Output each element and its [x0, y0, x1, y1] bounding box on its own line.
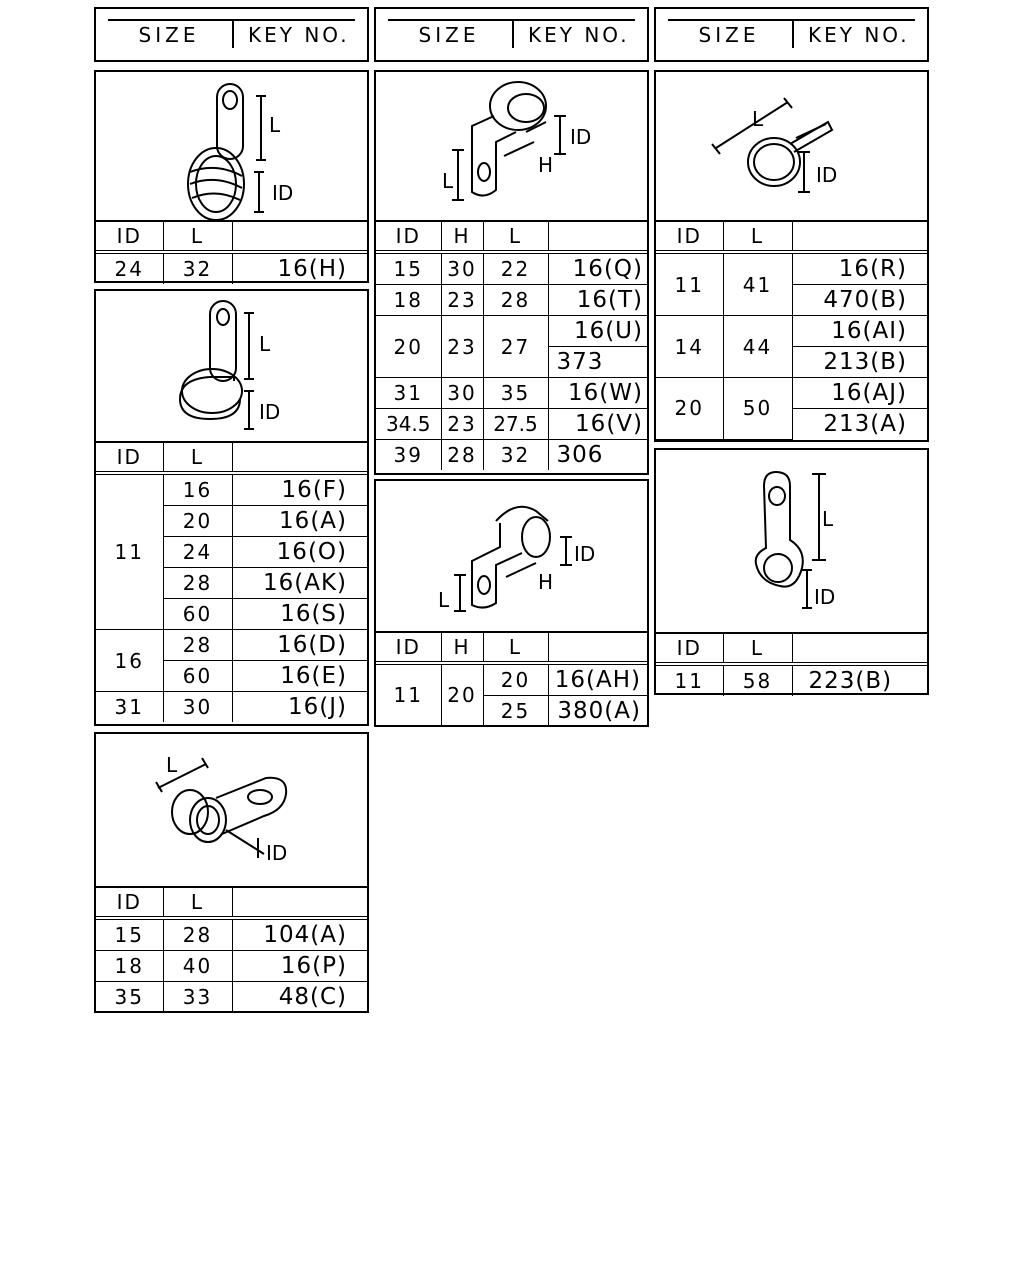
table-header-row [96, 221, 367, 252]
header-col1 [94, 7, 369, 62]
double-loop-clamp-diagram [96, 734, 367, 888]
p-clip-diagram [656, 450, 927, 632]
key-cell: 16(AH) [548, 663, 647, 696]
id-cell: 18 [376, 285, 441, 316]
l-cell: 35 [483, 378, 548, 409]
table-row [376, 663, 647, 696]
header-col2 [374, 7, 649, 62]
table-header-row [656, 221, 927, 252]
table-row [96, 918, 367, 951]
id-cell: 18 [96, 951, 163, 982]
l-cell: 40 [163, 951, 232, 982]
id-cell: 11 [656, 252, 723, 316]
h-cell: 23 [441, 409, 483, 440]
dim-l-label: L [269, 113, 281, 137]
clamp-panel-double-loop [94, 732, 369, 1013]
key-cell: 16(J) [232, 692, 367, 723]
key-cell: 16(E) [232, 661, 367, 692]
id-cell: 20 [656, 378, 723, 440]
dim-id-label: ID [259, 400, 281, 424]
key-cell: 16(AI) [792, 316, 927, 347]
id-cell: 34.5 [376, 409, 441, 440]
id-cell: 14 [656, 316, 723, 378]
key-cell: 16(V) [548, 409, 647, 440]
l-cell: 33 [163, 982, 232, 1013]
size-table [376, 220, 647, 470]
l-cell: 58 [723, 664, 792, 696]
l-cell: 24 [163, 537, 232, 568]
id-cell: 15 [96, 918, 163, 951]
col-key-header [792, 221, 927, 252]
clamp-panel-ring [654, 70, 929, 442]
id-cell: 11 [376, 663, 441, 726]
clamp-panel-p-clip [654, 448, 929, 695]
h-cell: 23 [441, 316, 483, 378]
col-l-header: L [723, 221, 792, 252]
key-cell: 16(AJ) [792, 378, 927, 409]
col-key-header [232, 442, 367, 473]
dim-id-label: ID [272, 181, 294, 205]
table-row [96, 951, 367, 982]
key-cell: 16(O) [232, 537, 367, 568]
table-row [376, 285, 647, 316]
clamp-panel-saddle [374, 70, 649, 475]
id-cell: 15 [376, 252, 441, 285]
key-cell: 223(B) [792, 664, 927, 696]
key-cell: 16(R) [792, 252, 927, 285]
size-table [96, 886, 367, 1012]
l-cell: 44 [723, 316, 792, 378]
size-table [376, 631, 647, 727]
col-id-header: ID [376, 632, 441, 663]
clamp-panel-saddle-2 [374, 479, 649, 727]
table-row [376, 316, 647, 347]
key-no-label: KEY NO. [248, 23, 350, 47]
key-cell: 380(A) [548, 696, 647, 727]
key-cell: 213(A) [792, 409, 927, 440]
h-cell: 23 [441, 285, 483, 316]
col-id-header: ID [96, 887, 163, 918]
key-cell: 16(AK) [232, 568, 367, 599]
l-cell: 50 [723, 378, 792, 440]
col-l-header: L [163, 221, 232, 252]
l-cell: 22 [483, 252, 548, 285]
l-cell: 32 [163, 252, 232, 284]
dim-l-label: L [752, 107, 764, 131]
size-table [96, 441, 367, 722]
table-header-row [376, 221, 647, 252]
l-cell: 28 [163, 630, 232, 661]
l-cell: 20 [163, 506, 232, 537]
size-label: SIZE [138, 23, 200, 47]
ring-clamp-diagram [656, 72, 927, 222]
l-cell: 27 [483, 316, 548, 378]
l-cell: 28 [163, 918, 232, 951]
key-cell: 16(F) [232, 473, 367, 506]
table-row [656, 378, 927, 409]
col-l-header: L [483, 221, 548, 252]
table-row [376, 440, 647, 471]
table-row [376, 252, 647, 285]
col-key-header [232, 887, 367, 918]
coil-clamp-diagram [96, 72, 367, 222]
dim-id-label: ID [266, 841, 288, 865]
col-id-header: ID [376, 221, 441, 252]
l-cell: 30 [163, 692, 232, 723]
key-cell: 16(W) [548, 378, 647, 409]
table-row [376, 409, 647, 440]
col-id-header: ID [96, 221, 163, 252]
key-no-label: KEY NO. [808, 23, 910, 47]
id-cell: 35 [96, 982, 163, 1013]
clamp-panel-coil [94, 70, 369, 283]
clamp-panel-loop [94, 289, 369, 726]
key-cell: 16(Q) [548, 252, 647, 285]
key-cell: 470(B) [792, 285, 927, 316]
h-cell: 28 [441, 440, 483, 471]
key-cell: 104(A) [232, 918, 367, 951]
col-h-header: H [441, 221, 483, 252]
dim-h-label: H [538, 153, 554, 177]
l-cell: 28 [163, 568, 232, 599]
table-header-row [656, 633, 927, 664]
key-no-label: KEY NO. [528, 23, 630, 47]
table-row [96, 473, 367, 506]
id-cell: 16 [96, 630, 163, 692]
key-cell: 16(S) [232, 599, 367, 630]
key-cell: 16(D) [232, 630, 367, 661]
id-cell: 31 [96, 692, 163, 723]
col-id-header: ID [656, 221, 723, 252]
l-cell: 41 [723, 252, 792, 316]
table-row [656, 664, 927, 696]
size-table [656, 632, 927, 696]
table-header-row [376, 632, 647, 663]
col-l-header: L [163, 442, 232, 473]
h-cell: 20 [441, 663, 483, 726]
l-cell: 60 [163, 599, 232, 630]
dim-l-label: L [822, 507, 834, 531]
size-label: SIZE [698, 23, 760, 47]
dim-h-label: H [538, 570, 554, 594]
saddle-clamp-diagram-2 [376, 481, 647, 633]
table-row [96, 630, 367, 661]
size-label: SIZE [418, 23, 480, 47]
key-cell: 373 [548, 347, 647, 378]
table-header-row [96, 442, 367, 473]
id-cell: 39 [376, 440, 441, 471]
dim-l-label: L [259, 332, 271, 356]
table-row [96, 692, 367, 723]
table-row [656, 252, 927, 285]
table-header-row [96, 887, 367, 918]
dim-id-label: ID [814, 585, 836, 609]
l-cell: 27.5 [483, 409, 548, 440]
dim-id-label: ID [574, 542, 596, 566]
col-key-header [232, 221, 367, 252]
col-h-header: H [441, 632, 483, 663]
dim-id-label: ID [816, 163, 838, 187]
col-key-header [548, 221, 647, 252]
h-cell: 30 [441, 252, 483, 285]
l-cell: 16 [163, 473, 232, 506]
size-table [96, 220, 367, 284]
size-table [656, 220, 927, 440]
l-cell: 32 [483, 440, 548, 471]
l-cell: 28 [483, 285, 548, 316]
key-cell: 16(U) [548, 316, 647, 347]
dim-l-label: L [166, 753, 178, 777]
id-cell: 24 [96, 252, 163, 284]
saddle-clamp-diagram [376, 72, 647, 222]
key-cell: 16(A) [232, 506, 367, 537]
id-cell: 11 [656, 664, 723, 696]
table-row [376, 378, 647, 409]
loop-clamp-diagram [96, 291, 367, 443]
key-cell: 16(T) [548, 285, 647, 316]
key-cell: 16(H) [232, 252, 367, 284]
key-cell: 306 [548, 440, 647, 471]
header-col3 [654, 7, 929, 62]
table-row [96, 252, 367, 284]
id-cell: 31 [376, 378, 441, 409]
key-cell: 16(P) [232, 951, 367, 982]
key-cell: 48(C) [232, 982, 367, 1013]
l-cell: 60 [163, 661, 232, 692]
dim-l-label: L [438, 588, 450, 612]
l-cell: 20 [483, 663, 548, 696]
id-cell: 11 [96, 473, 163, 630]
col-l-header: L [163, 887, 232, 918]
col-key-header [792, 633, 927, 664]
table-row [656, 316, 927, 347]
h-cell: 30 [441, 378, 483, 409]
dim-id-label: ID [570, 125, 592, 149]
dim-l-label: L [442, 169, 454, 193]
l-cell: 25 [483, 696, 548, 727]
id-cell: 20 [376, 316, 441, 378]
col-key-header [548, 632, 647, 663]
col-l-header: L [483, 632, 548, 663]
col-l-header: L [723, 633, 792, 664]
table-row [96, 982, 367, 1013]
col-id-header: ID [96, 442, 163, 473]
col-id-header: ID [656, 633, 723, 664]
key-cell: 213(B) [792, 347, 927, 378]
